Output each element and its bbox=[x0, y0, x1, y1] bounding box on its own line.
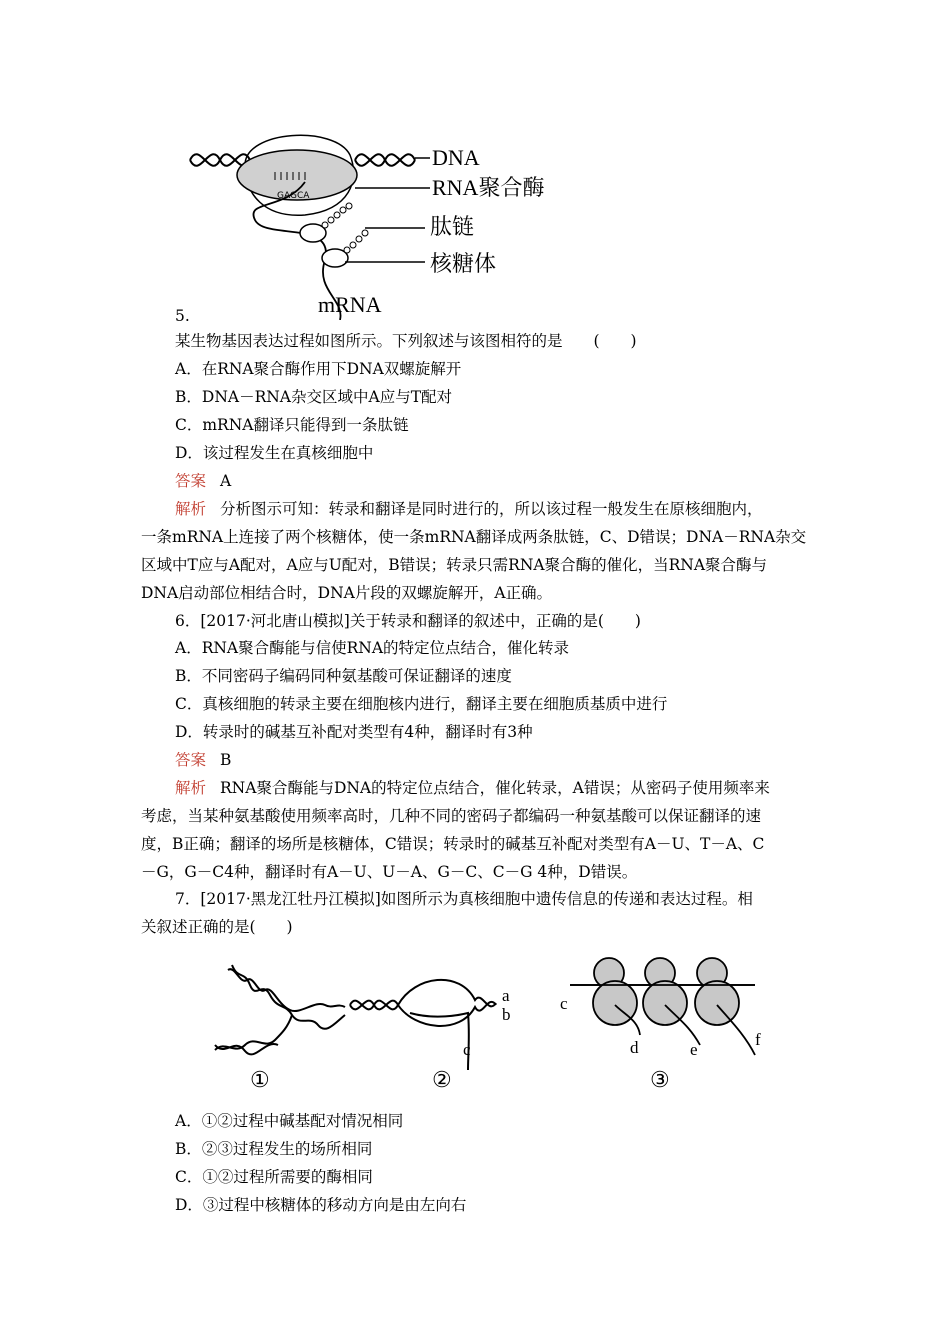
label-c-transcription: c bbox=[463, 1040, 471, 1059]
q5-analysis-4: DNA启动部位相结合时，DNA片段的双螺旋解开，A正确。 bbox=[141, 584, 553, 602]
peptide-chain-2 bbox=[344, 230, 368, 253]
q6-analysis-4: －G，G－C4种，翻译时有A－U、U－A、G－C、C－G 4种，D错误。 bbox=[141, 863, 638, 881]
rna-polymerase-label: RNA聚合酶 bbox=[432, 175, 545, 200]
answer-tag: 答案 bbox=[175, 472, 207, 490]
q6-option-a: A．RNA聚合酶能与信使RNA的特定位点结合，催化转录 bbox=[175, 639, 570, 657]
q5-analysis-3: 区域中T应与A配对，A应与U配对，B错误；转录只需RNA聚合酶的催化，当RNA聚合酶与 bbox=[141, 556, 768, 574]
q6-analysis-2: 考虑，当某种氨基酸使用频率高时，几种不同的密码子都编码一种氨基酸可以保证翻译的速 bbox=[141, 807, 762, 825]
label-d: d bbox=[630, 1038, 639, 1057]
transcription-diagram bbox=[350, 980, 496, 1070]
ribosome-label: 核糖体 bbox=[430, 251, 497, 276]
q5-option-d: D．该过程发生在真核细胞中 bbox=[175, 444, 374, 462]
analysis-text: 分析图示可知：转录和翻译是同时进行的，所以该过程一般发生在原核细胞内， bbox=[220, 500, 763, 518]
answer-value: B bbox=[220, 751, 232, 769]
process-3-label: ③ bbox=[650, 1068, 670, 1093]
q6-answer bbox=[175, 750, 231, 770]
q5-stem: 某生物基因表达过程如图所示。下列叙述与该图相符的是 ( ) bbox=[175, 332, 637, 350]
q5-option-a: A．在RNA聚合酶作用下DNA双螺旋解开 bbox=[175, 360, 462, 378]
q5-analysis-1 bbox=[175, 499, 763, 519]
q6-option-b: B．不同密码子编码同种氨基酸可保证翻译的速度 bbox=[175, 667, 512, 685]
q6-analysis-1 bbox=[175, 778, 770, 798]
q5-number: 5. bbox=[175, 307, 190, 325]
label-a: a bbox=[502, 986, 510, 1005]
analysis-tag: 解析 bbox=[175, 500, 207, 518]
sequence-label: GAGCA bbox=[277, 191, 310, 201]
label-e: e bbox=[690, 1040, 698, 1059]
q7-stem-2: 关叙述正确的是( ) bbox=[141, 918, 293, 936]
peptide-chain-1 bbox=[322, 203, 352, 228]
analysis-text: RNA聚合酶能与DNA的特定位点结合，催化转录，A错误；从密码子使用频率来 bbox=[220, 779, 770, 797]
q5-answer bbox=[175, 471, 231, 491]
q6-analysis-3: 度，B正确；翻译的场所是核糖体，C错误；转录时的碱基互补配对类型有A－U、T－A、C bbox=[141, 835, 765, 853]
q7-option-d: D．③过程中核糖体的移动方向是由左向右 bbox=[175, 1196, 467, 1214]
q5-option-c: C．mRNA翻译只能得到一条肽链 bbox=[175, 416, 409, 434]
q6-stem: 6．[2017·河北唐山模拟]关于转录和翻译的叙述中，正确的是( ) bbox=[175, 612, 641, 630]
replication-diagram bbox=[215, 965, 345, 1054]
q7-option-c: C．①②过程所需要的酶相同 bbox=[175, 1168, 373, 1186]
process-2-label: ② bbox=[432, 1068, 452, 1093]
label-b: b bbox=[502, 1005, 511, 1024]
replication-transcription-translation-diagram bbox=[200, 945, 785, 1105]
label-c-translation: c bbox=[560, 994, 568, 1013]
analysis-tag: 解析 bbox=[175, 779, 207, 797]
answer-value: A bbox=[220, 472, 232, 490]
q6-option-d: D．转录时的碱基互补配对类型有4种，翻译时有3种 bbox=[175, 723, 533, 741]
peptide-label: 肽链 bbox=[430, 214, 475, 239]
q7-stem-1: 7．[2017·黑龙江牡丹江模拟]如图所示为真核细胞中遗传信息的传递和表达过程。相 bbox=[175, 890, 753, 908]
dna-label: DNA bbox=[432, 145, 480, 170]
q5-option-b: B．DNA－RNA杂交区域中A应与T配对 bbox=[175, 388, 453, 406]
q5-analysis-2: 一条mRNA上连接了两个核糖体，使一条mRNA翻译成两条肽链，C、D错误；DNA－RNA杂交 bbox=[141, 528, 807, 546]
label-f: f bbox=[755, 1030, 761, 1049]
gene-expression-diagram bbox=[185, 120, 585, 320]
translation-diagram bbox=[570, 958, 755, 1055]
mrna-label: mRNA bbox=[318, 292, 382, 317]
q6-option-c: C．真核细胞的转录主要在细胞核内进行，翻译主要在细胞质基质中进行 bbox=[175, 695, 668, 713]
process-1-label: ① bbox=[250, 1068, 270, 1093]
q7-option-b: B．②③过程发生的场所相同 bbox=[175, 1140, 373, 1158]
answer-tag: 答案 bbox=[175, 751, 207, 769]
q7-option-a: A．①②过程中碱基配对情况相同 bbox=[175, 1112, 404, 1130]
